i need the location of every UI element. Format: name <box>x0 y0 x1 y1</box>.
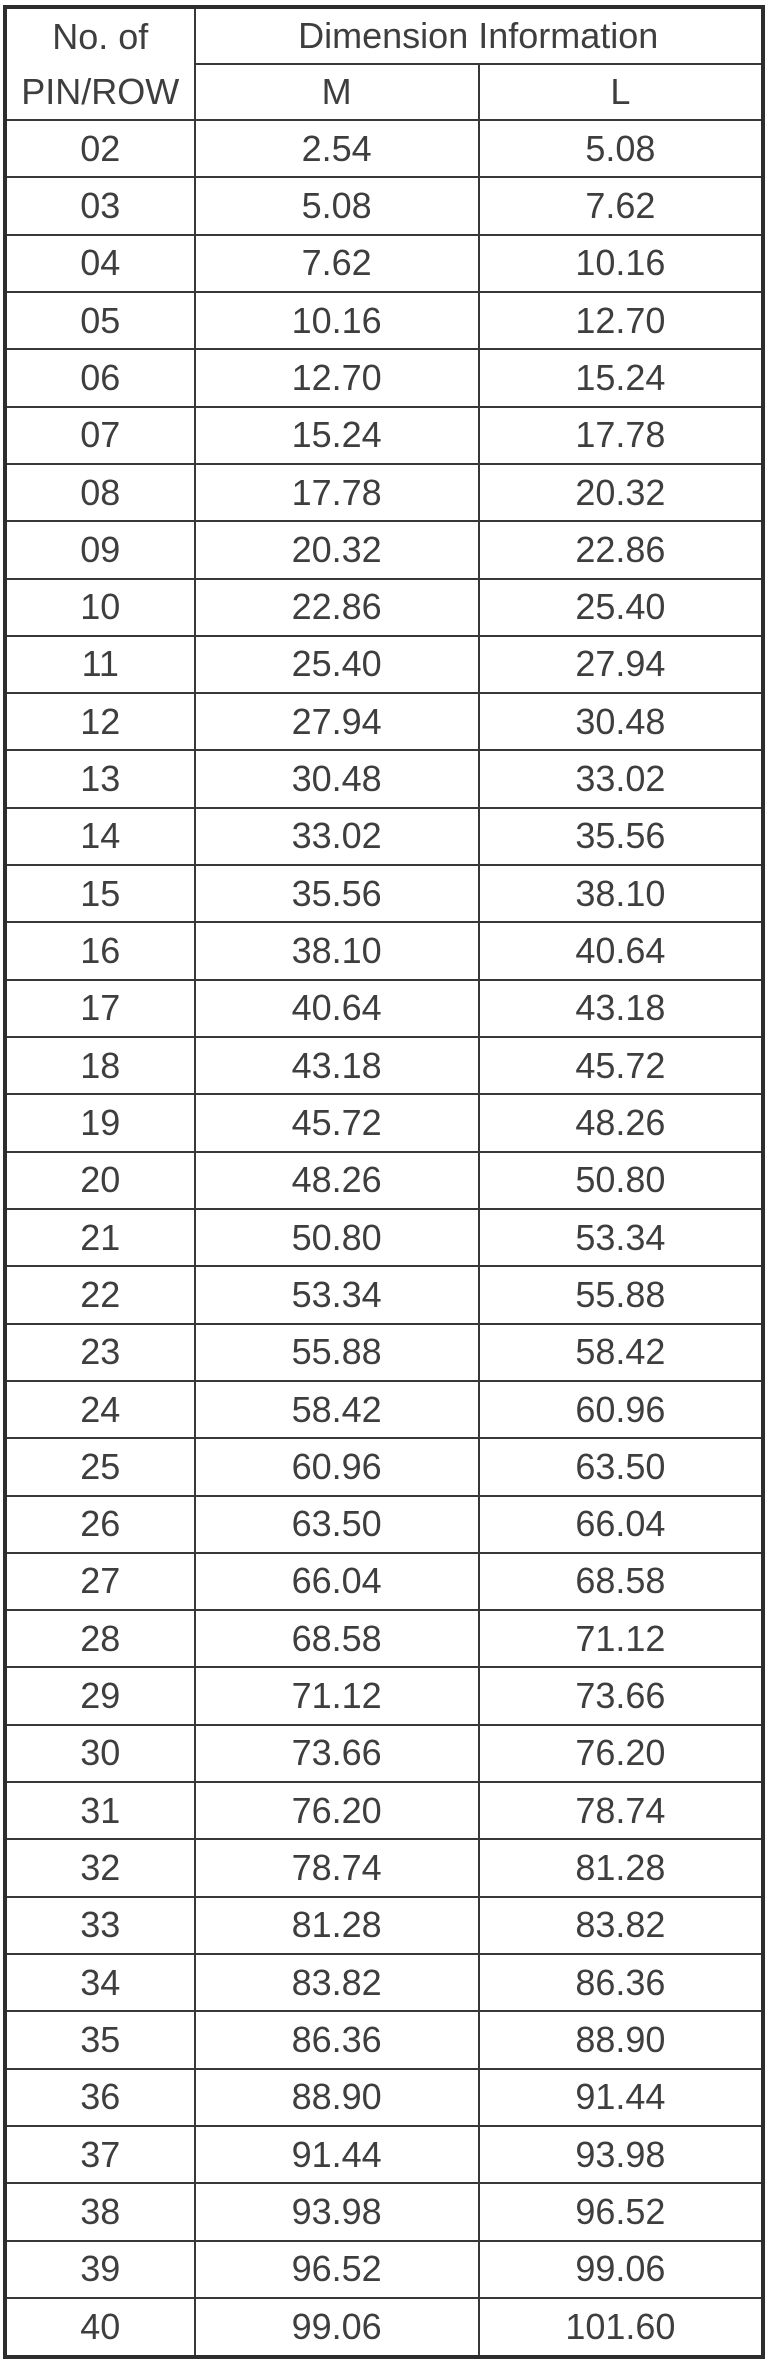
dimension-l-cell: 50.80 <box>479 1152 763 1209</box>
dimension-m-cell: 71.12 <box>195 1667 479 1724</box>
dimension-m-cell: 88.90 <box>195 2069 479 2126</box>
pin-count-cell: 29 <box>5 1667 195 1724</box>
table-row <box>5 1667 763 1724</box>
dimension-m-cell: 45.72 <box>195 1094 479 1151</box>
dimension-l-cell: 63.50 <box>479 1438 763 1495</box>
dimension-l-cell: 33.02 <box>479 750 763 807</box>
dimension-l-cell: 58.42 <box>479 1324 763 1381</box>
dimension-l-cell: 78.74 <box>479 1782 763 1839</box>
table-row <box>5 865 763 922</box>
dimension-m-cell: 30.48 <box>195 750 479 807</box>
table-row <box>5 1954 763 2011</box>
dimension-l-cell: 71.12 <box>479 1610 763 1667</box>
pin-count-cell: 24 <box>5 1381 195 1438</box>
pin-count-cell: 13 <box>5 750 195 807</box>
dimension-l-cell: 68.58 <box>479 1553 763 1610</box>
dimension-m-cell: 38.10 <box>195 922 479 979</box>
pin-count-cell: 16 <box>5 922 195 979</box>
pin-count-cell: 32 <box>5 1839 195 1896</box>
table-header <box>5 7 763 120</box>
dimension-m-cell: 40.64 <box>195 980 479 1037</box>
dimension-l-cell: 93.98 <box>479 2126 763 2183</box>
pin-count-cell: 25 <box>5 1438 195 1495</box>
dimension-l-cell: 43.18 <box>479 980 763 1037</box>
pin-count-cell: 04 <box>5 235 195 292</box>
dimension-l-cell: 17.78 <box>479 407 763 464</box>
dimension-m-cell: 81.28 <box>195 1897 479 1954</box>
table-row <box>5 1152 763 1209</box>
dimension-l-cell: 96.52 <box>479 2183 763 2240</box>
dimension-l-cell: 12.70 <box>479 292 763 349</box>
table-row <box>5 1496 763 1553</box>
dimension-m-cell: 96.52 <box>195 2241 479 2298</box>
dimension-m-cell: 17.78 <box>195 464 479 521</box>
header-pin-row-line2: PIN/ROW <box>21 71 180 112</box>
dimension-m-cell: 91.44 <box>195 2126 479 2183</box>
table-row <box>5 1610 763 1667</box>
table-row <box>5 1438 763 1495</box>
table-row <box>5 1725 763 1782</box>
pin-count-cell: 21 <box>5 1209 195 1266</box>
dimension-m-cell: 22.86 <box>195 579 479 636</box>
header-dimension-information: Dimension Information <box>195 7 764 64</box>
dimension-l-cell: 10.16 <box>479 235 763 292</box>
pin-count-cell: 28 <box>5 1610 195 1667</box>
dimension-m-cell: 78.74 <box>195 1839 479 1896</box>
dimension-m-cell: 2.54 <box>195 120 479 177</box>
table-row <box>5 1381 763 1438</box>
pin-count-cell: 34 <box>5 1954 195 2011</box>
dimension-l-cell: 30.48 <box>479 693 763 750</box>
table-row <box>5 980 763 1037</box>
table-row <box>5 1553 763 1610</box>
pin-count-cell: 40 <box>5 2298 195 2357</box>
dimension-m-cell: 86.36 <box>195 2011 479 2068</box>
table-row <box>5 177 763 234</box>
header-row-1 <box>5 7 763 64</box>
dimension-l-cell: 22.86 <box>479 521 763 578</box>
dimension-m-cell: 33.02 <box>195 808 479 865</box>
pin-count-cell: 18 <box>5 1037 195 1094</box>
dimension-m-cell: 60.96 <box>195 1438 479 1495</box>
table-row <box>5 2011 763 2068</box>
table-row <box>5 1324 763 1381</box>
dimension-l-cell: 73.66 <box>479 1667 763 1724</box>
table-row <box>5 349 763 406</box>
dimension-m-cell: 27.94 <box>195 693 479 750</box>
pin-count-cell: 02 <box>5 120 195 177</box>
table-row <box>5 636 763 693</box>
dimension-l-cell: 66.04 <box>479 1496 763 1553</box>
pin-count-cell: 10 <box>5 579 195 636</box>
dimension-l-cell: 7.62 <box>479 177 763 234</box>
dimension-m-cell: 12.70 <box>195 349 479 406</box>
dimension-m-cell: 15.24 <box>195 407 479 464</box>
table-body <box>5 120 763 2357</box>
dimension-m-cell: 10.16 <box>195 292 479 349</box>
dimension-m-cell: 63.50 <box>195 1496 479 1553</box>
header-pin-row <box>5 7 195 120</box>
table-row <box>5 120 763 177</box>
dimension-m-cell: 43.18 <box>195 1037 479 1094</box>
pin-count-cell: 37 <box>5 2126 195 2183</box>
pin-row-dimension-table <box>3 5 765 2359</box>
table-row <box>5 407 763 464</box>
table-row <box>5 1209 763 1266</box>
pin-count-cell: 17 <box>5 980 195 1037</box>
header-col-m: M <box>195 64 479 121</box>
dimension-l-cell: 40.64 <box>479 922 763 979</box>
table-row <box>5 2069 763 2126</box>
pin-count-cell: 19 <box>5 1094 195 1151</box>
dimension-m-cell: 58.42 <box>195 1381 479 1438</box>
pin-count-cell: 33 <box>5 1897 195 1954</box>
pin-count-cell: 14 <box>5 808 195 865</box>
pin-count-cell: 31 <box>5 1782 195 1839</box>
table-row <box>5 235 763 292</box>
table-row <box>5 2126 763 2183</box>
dimension-l-cell: 83.82 <box>479 1897 763 1954</box>
table-row <box>5 292 763 349</box>
dimension-l-cell: 20.32 <box>479 464 763 521</box>
table-row <box>5 2241 763 2298</box>
table-row <box>5 750 763 807</box>
pin-count-cell: 38 <box>5 2183 195 2240</box>
header-pin-row-line1: No. of <box>52 16 149 57</box>
pin-count-cell: 09 <box>5 521 195 578</box>
dimension-l-cell: 45.72 <box>479 1037 763 1094</box>
dimension-l-cell: 48.26 <box>479 1094 763 1151</box>
pin-count-cell: 23 <box>5 1324 195 1381</box>
pin-count-cell: 22 <box>5 1266 195 1323</box>
pin-count-cell: 27 <box>5 1553 195 1610</box>
dimension-m-cell: 50.80 <box>195 1209 479 1266</box>
table-row <box>5 808 763 865</box>
table-row <box>5 579 763 636</box>
pin-count-cell: 08 <box>5 464 195 521</box>
pin-count-cell: 07 <box>5 407 195 464</box>
dimension-m-cell: 48.26 <box>195 1152 479 1209</box>
table-row <box>5 1037 763 1094</box>
header-col-l: L <box>479 64 763 121</box>
dimension-l-cell: 81.28 <box>479 1839 763 1896</box>
dimension-m-cell: 7.62 <box>195 235 479 292</box>
pin-count-cell: 36 <box>5 2069 195 2126</box>
pin-count-cell: 11 <box>5 636 195 693</box>
dimension-l-cell: 55.88 <box>479 1266 763 1323</box>
dimension-l-cell: 53.34 <box>479 1209 763 1266</box>
table-row <box>5 2298 763 2357</box>
dimension-m-cell: 99.06 <box>195 2298 479 2357</box>
dimension-m-cell: 76.20 <box>195 1782 479 1839</box>
table-row <box>5 1839 763 1896</box>
dimension-l-cell: 35.56 <box>479 808 763 865</box>
table-row <box>5 521 763 578</box>
table-row <box>5 464 763 521</box>
pin-count-cell: 03 <box>5 177 195 234</box>
dimension-l-cell: 25.40 <box>479 579 763 636</box>
pin-count-cell: 35 <box>5 2011 195 2068</box>
pin-count-cell: 12 <box>5 693 195 750</box>
dimension-m-cell: 73.66 <box>195 1725 479 1782</box>
pin-count-cell: 15 <box>5 865 195 922</box>
table-row <box>5 1266 763 1323</box>
dimension-m-cell: 25.40 <box>195 636 479 693</box>
dimension-m-cell: 66.04 <box>195 1553 479 1610</box>
table-row <box>5 922 763 979</box>
pin-count-cell: 30 <box>5 1725 195 1782</box>
dimension-l-cell: 60.96 <box>479 1381 763 1438</box>
pin-count-cell: 39 <box>5 2241 195 2298</box>
dimension-m-cell: 83.82 <box>195 1954 479 2011</box>
dimension-m-cell: 35.56 <box>195 865 479 922</box>
pin-count-cell: 05 <box>5 292 195 349</box>
pin-count-cell: 06 <box>5 349 195 406</box>
dimension-l-cell: 38.10 <box>479 865 763 922</box>
dimension-l-cell: 15.24 <box>479 349 763 406</box>
dimension-l-cell: 5.08 <box>479 120 763 177</box>
pin-count-cell: 26 <box>5 1496 195 1553</box>
dimension-l-cell: 27.94 <box>479 636 763 693</box>
dimension-m-cell: 53.34 <box>195 1266 479 1323</box>
dimension-m-cell: 93.98 <box>195 2183 479 2240</box>
dimension-m-cell: 20.32 <box>195 521 479 578</box>
dimension-l-cell: 91.44 <box>479 2069 763 2126</box>
table-row <box>5 1897 763 1954</box>
dimension-m-cell: 68.58 <box>195 1610 479 1667</box>
table-row <box>5 1094 763 1151</box>
dimension-m-cell: 5.08 <box>195 177 479 234</box>
dimension-l-cell: 86.36 <box>479 1954 763 2011</box>
pin-count-cell: 20 <box>5 1152 195 1209</box>
dimension-l-cell: 99.06 <box>479 2241 763 2298</box>
dimension-m-cell: 55.88 <box>195 1324 479 1381</box>
dimension-l-cell: 88.90 <box>479 2011 763 2068</box>
table-row <box>5 2183 763 2240</box>
dimension-l-cell: 101.60 <box>479 2298 763 2357</box>
dimension-l-cell: 76.20 <box>479 1725 763 1782</box>
table-row <box>5 1782 763 1839</box>
table-row <box>5 693 763 750</box>
